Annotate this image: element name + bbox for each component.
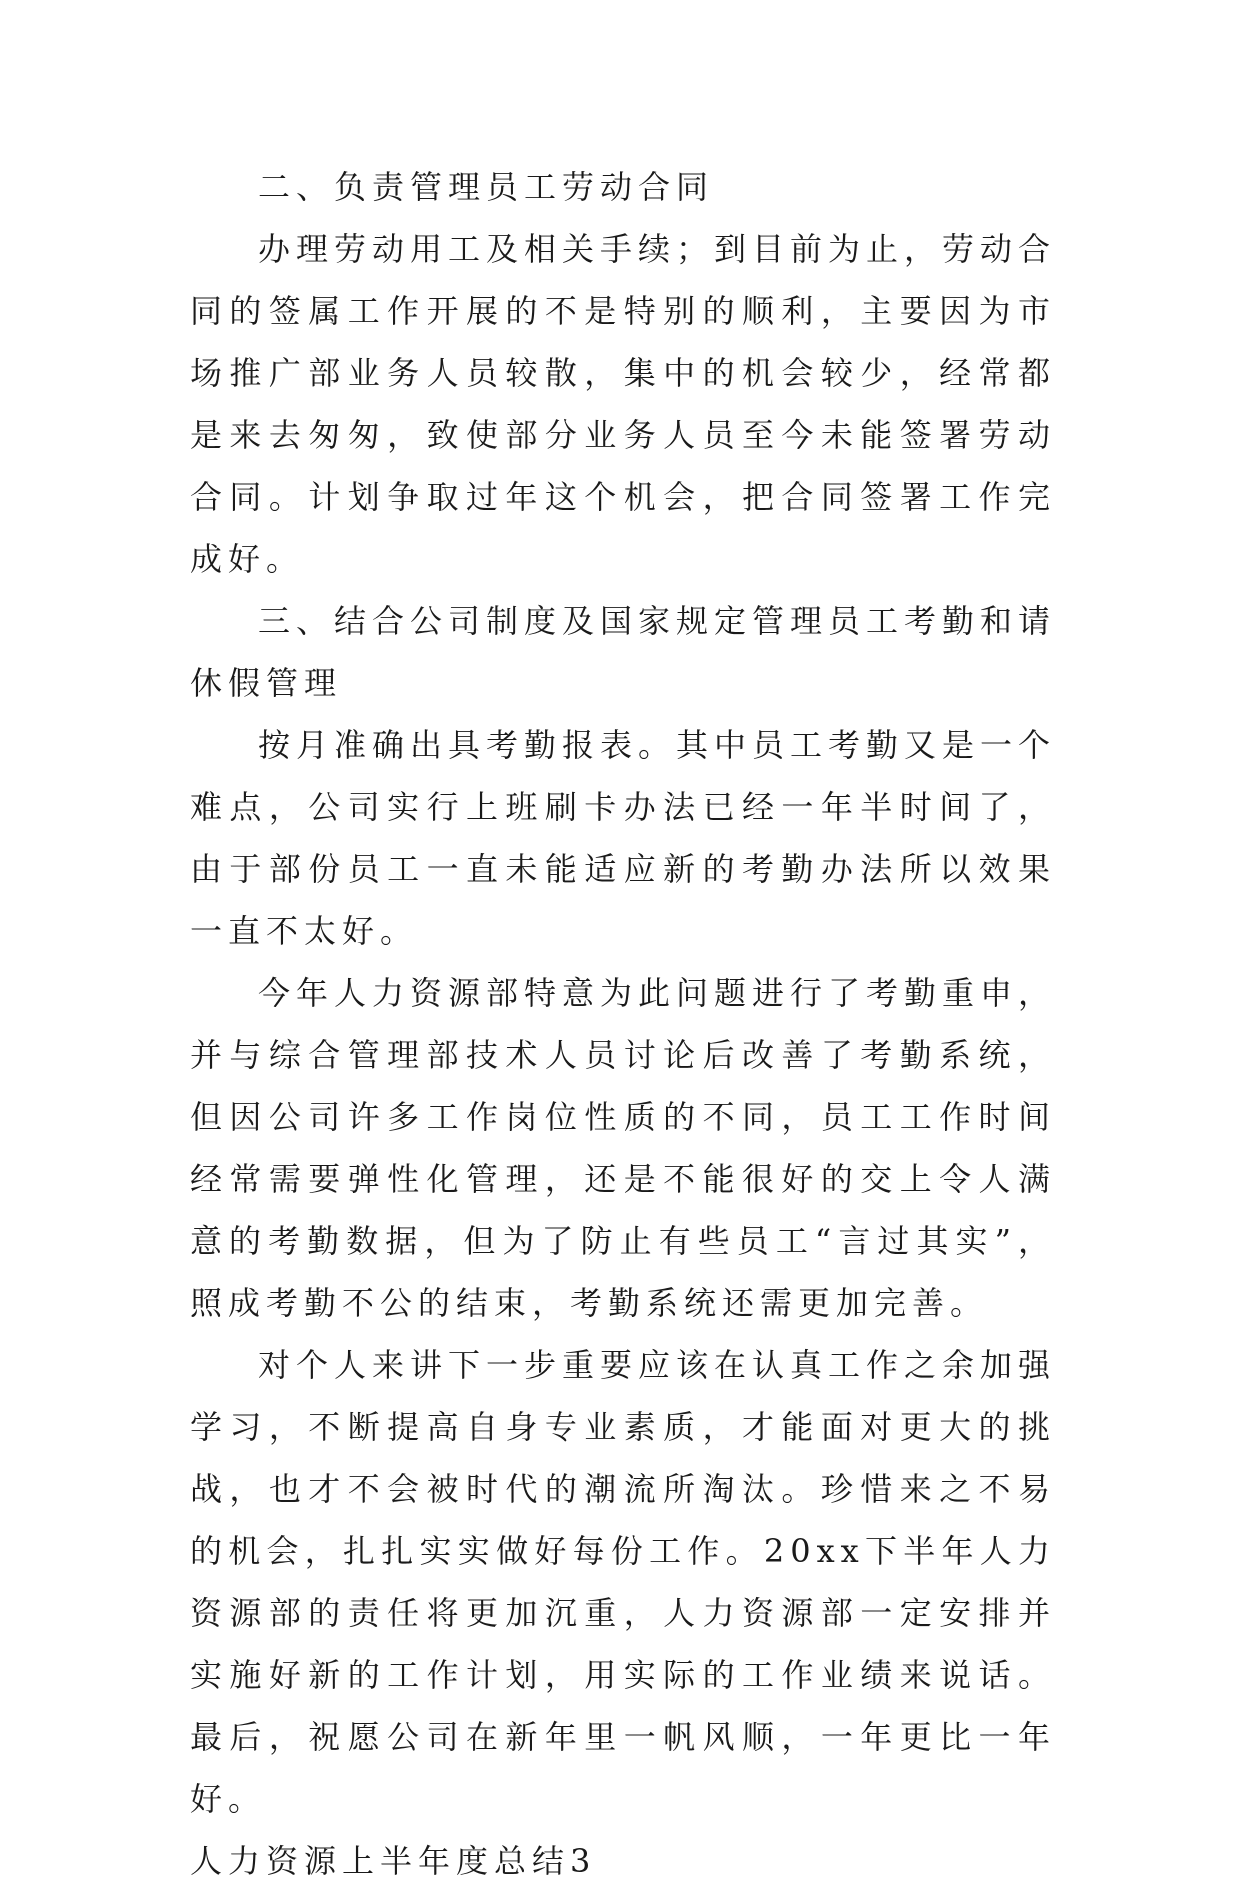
section-heading-attendance: 三、结合公司制度及国家规定管理员工考勤和请休假管理: [190, 602, 1057, 702]
document-page: [190, 156, 1056, 1892]
paragraph-personal-plan: 对个人来讲下一步重要应该在认真工作之余加强学习，不断提高自身专业素质，才能面对更大的挑战，也才不会被时代的潮流所淘汰。珍惜来之不易的机会，扎扎实实做好每份工作。20xx下半年人力资源部的责任将更加沉重，人力资源部一定安排并实施好新的工作计划，用实际的工作业绩来说话。最后，祝愿公司在新年里一帆风顺，一年更比一年好。: [190, 1346, 1057, 1818]
section-heading-labor-contract: 二、负责管理员工劳动合同: [258, 168, 715, 206]
paragraph-attendance-system: 今年人力资源部特意为此问题进行了考勤重申，并与综合管理部技术人员讨论后改善了考勤系统，但因公司许多工作岗位性质的不同，员工工作时间经常需要弹性化管理，还是不能很好的交上令人满意的考勤数据，但为了防止有些员工“言过其实”，照成考勤不公的结束，考勤系统还需更加完善。: [190, 974, 1057, 1322]
document-title-next: 人力资源上半年度总结3: [190, 1842, 597, 1880]
paragraph-attendance-report: 按月准确出具考勤报表。其中员工考勤又是一个难点，公司实行上班刷卡办法已经一年半时间了，由于部份员工一直未能适应新的考勤办法所以效果一直不太好。: [190, 726, 1057, 950]
paragraph-labor-contract: 办理劳动用工及相关手续；到目前为止，劳动合同的签属工作开展的不是特别的顺利，主要因为市场推广部业务人员较散，集中的机会较少，经常都是来去匆匆，致使部分业务人员至今未能签署劳动合同。计划争取过年这个机会，把合同签署工作完成好。: [190, 230, 1057, 578]
